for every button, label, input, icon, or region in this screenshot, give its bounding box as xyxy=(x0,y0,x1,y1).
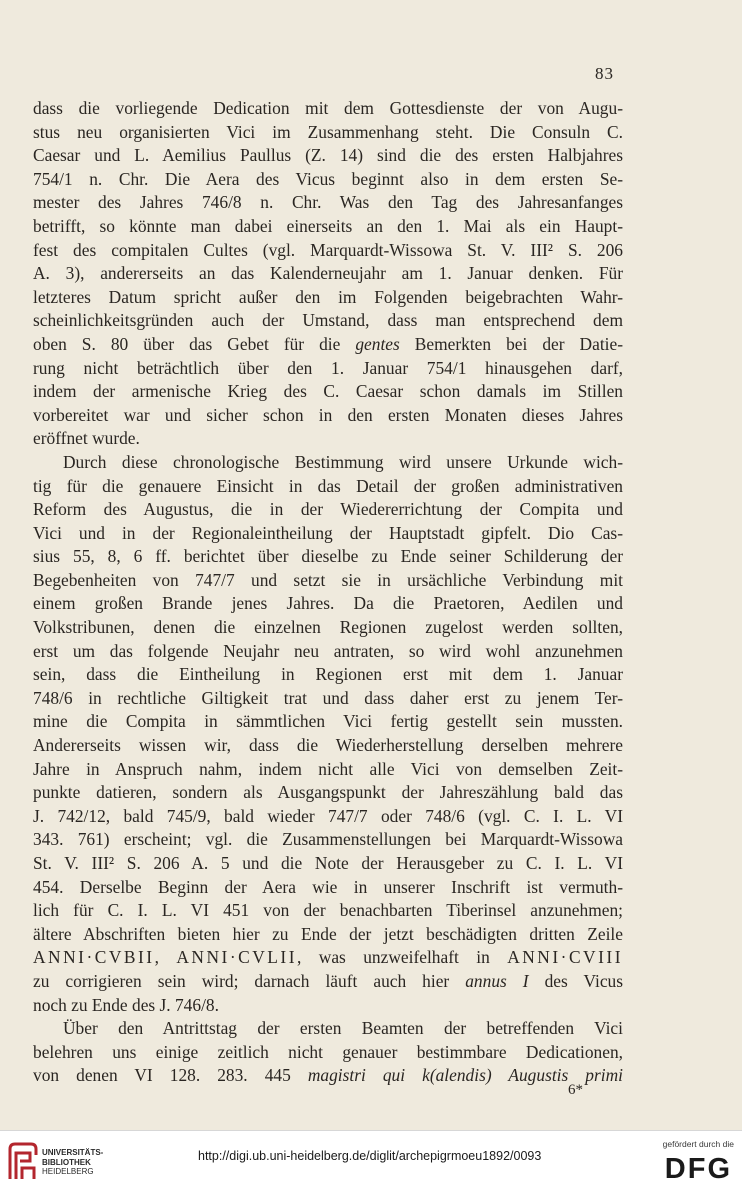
university-name-line: UNIVERSITÄTS- xyxy=(42,1148,104,1157)
funding-caption: gefördert durch die xyxy=(662,1139,734,1149)
text-line xyxy=(33,97,623,121)
page-number: 83 xyxy=(595,64,614,83)
text-line xyxy=(33,687,623,711)
text-segment: Andererseits wissen wir, dass die Wiederherstellung derselben mehrere xyxy=(33,735,623,756)
text-segment: Durch diese chronologische Bestimmung wird unsere Urkunde wich- xyxy=(63,451,623,472)
text-segment: einem großen Brande jenes Jahres. Da die Praetoren, Aedilen und xyxy=(33,593,623,614)
text-segment: ältere Abschriften bieten hier zu Ende der jetzt beschädigten dritten Zeile xyxy=(33,923,623,944)
source-url-link[interactable]: http://digi.ub.uni-heidelberg.de/diglit/archepigrmoeu1892/0093 xyxy=(198,1149,542,1163)
text-line xyxy=(33,144,623,168)
text-segment: J. 742/12, bald 745/9, bald wieder 747/7 oder 748/6 (vgl. C. I. L. VI xyxy=(33,805,623,826)
university-name-line: HEIDELBERG xyxy=(42,1167,94,1176)
text-line xyxy=(33,852,623,876)
text-segment: 754/1 n. Chr. Die Aera des Vicus beginnt also in dem ersten Se- xyxy=(33,168,623,189)
text-segment: erst um das folgende Neujahr neu antraten, so wird wohl anzunehmen xyxy=(33,640,623,661)
text-segment: scheinlichkeitsgründen auch der Umstand, dass man entsprechend dem xyxy=(33,310,623,331)
text-line xyxy=(33,592,623,616)
italic-text: magistri qui k(alendis) Augustis primi xyxy=(307,1065,623,1086)
text-line xyxy=(33,946,623,970)
text-line xyxy=(33,357,623,381)
text-line xyxy=(33,758,623,782)
text-segment: betrifft, so könnte man dabei einerseits an den 1. Mai als ein Haupt- xyxy=(33,215,623,236)
dfg-logo: DFG xyxy=(664,1153,732,1185)
text-segment: A. 3), andererseits an das Kalenderneujahr am 1. Januar denken. Für xyxy=(33,263,623,284)
text-line xyxy=(33,427,623,451)
text-segment: Volkstribunen, denen die einzelnen Regionen zugelost werden sollten, xyxy=(33,617,623,638)
text-line xyxy=(33,781,623,805)
text-segment: des Vicus xyxy=(528,970,623,991)
text-line xyxy=(33,923,623,947)
text-segment: Vici und in der Regionaleintheilung der Hauptstadt gipfelt. Dio Cas- xyxy=(33,522,623,543)
sheet-signature: 6* xyxy=(568,1082,583,1098)
text-line xyxy=(33,262,623,286)
text-segment: 343. 761) erscheint; vgl. die Zusammenstellungen bei Marquardt-Wissowa xyxy=(33,829,623,850)
text-segment: punkte datieren, sondern als Ausgangspunkt der Jahreszählung bald das xyxy=(33,782,623,803)
text-line xyxy=(33,333,623,357)
text-line xyxy=(33,191,623,215)
text-segment: 748/6 in rechtliche Giltigkeit trat und dass daher erst zu jenem Ter- xyxy=(33,687,623,708)
text-segment: stus neu organisierten Vici im Zusammenhang steht. Die Consuln C. xyxy=(33,121,623,142)
text-segment: dass die vorliegende Dedication mit dem Gottesdienste der von Augu- xyxy=(33,98,623,118)
university-logo-icon xyxy=(6,1141,40,1181)
text-line xyxy=(33,828,623,852)
inscription-text: ANNI·CVBII xyxy=(33,947,155,968)
text-segment: 454. Derselbe Beginn der Aera wie in unserer Inschrift ist vermuth- xyxy=(33,876,623,897)
body-text xyxy=(33,97,623,1088)
text-line xyxy=(33,475,623,499)
text-line xyxy=(33,994,623,1018)
text-line xyxy=(33,380,623,404)
inscription-text: ANNI·CVIII xyxy=(507,947,623,968)
text-segment: belehren uns einige zeitlich nicht genauer bestimmbare Dedicationen, xyxy=(33,1041,623,1062)
text-segment: sein, dass die Eintheilung in Regionen erst mit dem 1. Januar xyxy=(33,664,623,685)
text-segment: Begebenheiten von 747/7 und setzt sie in ursächliche Verbindung mit xyxy=(33,569,623,590)
text-segment: St. V. III² S. 206 A. 5 und die Note der Herausgeber zu C. I. L. VI xyxy=(33,853,623,873)
text-segment: fest des compitalen Cultes (vgl. Marquardt-Wissowa St. V. III² S. 206 xyxy=(33,239,623,260)
text-segment: eröffnet wurde. xyxy=(33,428,140,449)
italic-text: annus I xyxy=(465,970,529,991)
text-line xyxy=(33,1041,623,1065)
text-line xyxy=(33,498,623,522)
text-line xyxy=(33,239,623,263)
text-line xyxy=(33,522,623,546)
text-line xyxy=(33,569,623,593)
text-line xyxy=(33,640,623,664)
text-line xyxy=(33,1064,623,1088)
university-name-line: BIBLIOTHEK xyxy=(42,1157,91,1167)
text-line xyxy=(33,286,623,310)
text-line xyxy=(33,121,623,145)
text-line xyxy=(33,404,623,428)
text-segment: Bemerkten bei der Datie- xyxy=(399,333,623,354)
text-line xyxy=(33,451,623,475)
text-segment: , xyxy=(154,947,177,968)
text-line xyxy=(33,545,623,569)
text-segment: Jahre in Anspruch nahm, indem nicht alle Vici von demselben Zeit- xyxy=(33,758,623,779)
text-segment: mester des Jahres 746/8 n. Chr. Was den Tag des Jahresanfanges xyxy=(33,192,623,213)
university-name xyxy=(42,1148,103,1177)
text-segment: noch zu Ende des J. 746/8. xyxy=(33,994,219,1015)
text-segment: letzteres Datum spricht außer den im Folgenden beigebrachten Wahr- xyxy=(33,286,623,307)
text-segment: Caesar und L. Aemilius Paullus (Z. 14) sind die des ersten Halbjahres xyxy=(33,145,623,166)
text-line xyxy=(33,168,623,192)
text-segment: oben S. 80 über das Gebet für die xyxy=(33,333,356,354)
text-line xyxy=(33,616,623,640)
text-segment: indem der armenische Krieg des C. Caesar schon damals im Stillen xyxy=(33,381,623,402)
text-segment: von denen VI 128. 283. 445 xyxy=(33,1065,308,1086)
text-segment: zu corrigieren sein wird; darnach läuft auch hier xyxy=(33,970,466,991)
inscription-text: ANNI·CVLII xyxy=(176,947,297,968)
text-segment: tig für die genauere Einsicht in das Detail der großen administrativen xyxy=(33,475,623,496)
italic-text: gentes xyxy=(355,333,400,354)
text-line xyxy=(33,899,623,923)
text-segment: mine die Compita in sämmtlichen Vici fertig gestellt sein mussten. xyxy=(33,711,623,732)
text-segment: , was unzweifelhaft in xyxy=(297,947,508,968)
text-line xyxy=(33,710,623,734)
text-line xyxy=(33,309,623,333)
text-segment: rung nicht beträchtlich über den 1. Januar 754/1 hinausgehen darf, xyxy=(33,357,623,378)
text-segment: sius 55, 8, 6 ff. berichtet über dieselbe zu Ende seiner Schilderung der xyxy=(33,546,623,567)
digitization-footer xyxy=(0,1130,742,1189)
text-segment: vorbereitet war und sicher schon in den ersten Monaten dieses Jahres xyxy=(33,404,623,425)
text-line xyxy=(33,970,623,994)
text-line xyxy=(33,876,623,900)
text-segment: Reform des Augustus, die in der Wiedererrichtung der Compita und xyxy=(33,499,623,520)
text-segment: lich für C. I. L. VI 451 von der benachbarten Tiberinsel anzunehmen; xyxy=(33,900,623,921)
text-line xyxy=(33,805,623,829)
text-line xyxy=(33,215,623,239)
text-segment: Über den Antrittstag der ersten Beamten der betreffenden Vici xyxy=(63,1018,623,1039)
text-line xyxy=(33,734,623,758)
text-line xyxy=(33,1017,623,1041)
text-line xyxy=(33,663,623,687)
